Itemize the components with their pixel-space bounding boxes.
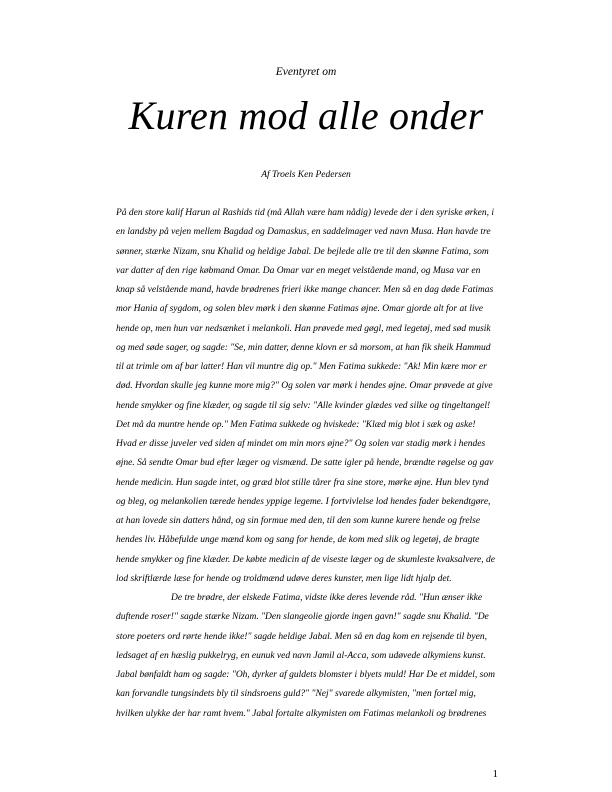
body-line: og bleg, og melankolien tærede hendes yppige legeme. I fortvivlelse lod hendes fader bekendtgøre, [116,496,491,507]
body-line: en landsby på vejen mellem Bagdad og Damaskus, en saddelmager ved navn Musa. Han havde tre [116,227,491,238]
document-title: Kuren mod alle onder [128,93,484,138]
page-number: 1 [492,768,498,780]
body-line: at han lovede sin datters hånd, og sin formue med den, til den som kunne kurere hende og frelse [116,516,481,526]
body-line: Hvad er disse juveler ved siden af mindet om min mors øjne?" Og solen var stadig mørk i hendes [116,439,486,449]
body-line: Jabal bønfaldt ham og sagde: "Oh, dyrker af guldets blomster i blyets muld! Har De et middel, som [116,670,495,680]
document-author: Af Troels Ken Pedersen [261,170,351,180]
body-line: knap så velstående mand, havde brødrenes frieri ikke mange chancer. Men så en dag døde Fatimas [116,285,494,295]
body-line: lod skriftlærde læse for hende og troldmænd udøve deres kunster, men lige lidt hjalp det. [116,573,452,584]
body-line: kan forvandle tungsindets bly til sindsroens guld?" "Nej" svarede alkymisten, "men fortæl mig, [116,689,476,700]
body-line: øjne. Så sendte Omar bud efter læger og vismænd. De satte igler på hende, brændte røgelse og gav [116,458,494,469]
body-line: til at trimle om af bar latter! Han vil muntre dig op." Men Fatima sukkede: "Ak! Min kære mor er [116,362,487,372]
document-subtitle: Eventyret om [275,66,337,78]
body-line: hvilken ulykke der har ramt hvem." Jabal fortalte alkymisten om Fatimas melankoli og brødrenes [116,708,487,719]
body-line: hende medicin. Hun sagde intet, og græd blot stille tårer fra sine store, mørke øjne. Hun blev tynd [116,477,489,488]
body-line: var datter af den rige købmand Omar. Da Omar var en meget velstående mand, og Musa var en [116,265,481,276]
body-line: På den store kalif Harun al Rashids tid (må Allah være ham nådig) levede der i den syriske ørken, i [116,208,495,218]
body-line: ledsaget af en hæslig pukkelryg, en eunuk ved navn Jamil al-Acca, som udøvede alkymiens kunst. [116,650,486,661]
body-line: og med søde sager, og sagde: "Se, min datter, denne klovn er så morsom, at han fik sheik Hammud [116,342,491,353]
body-line: Det må da muntre hende op." Men Fatima sukkede og hviskede: "Klæd mig blot i sæk og aske! [116,419,476,430]
body-line: hende smykker og fine klæder. De købte medicin af de viseste læger og de skumleste kvaksalvere, de [116,554,495,565]
body-line: De tre brødre, der elskede Fatima, vidste ikke deres levende råd. "Hun ænser ikke [171,593,483,603]
body-line: store poeters ord rørte hende ikke!" sagde heldige Jabal. Men så en dag kom en rejsende til byen, [116,631,487,642]
body-line: duftende roser!" sagde stærke Nizam. "Den slangeolie gjorde ingen gavn!" sagde snu Khalid. "De [116,612,489,623]
body-line: hendes liv. Håbefulde unge mænd kom og sang for hende, de kom med slik og legetøj, de bragte [116,535,480,546]
body-line: sønner, stærke Nizam, snu Khalid og heldige Jabal. De bejlede alle tre til den skønne Fatima, som [116,246,489,257]
body-line: død. Hvordan skulle jeg kunne more mig?" Og solen var mørk i hendes øjne. Omar prøvede at give [116,381,493,392]
body-line: hende op, men hun var nedsænket i melankoli. Han prøvede med gøgl, med legetøj, med sød musik [116,323,491,334]
document-body [116,204,500,724]
body-line: mor Hania af sygdom, og solen blev mørk i den skønne Fatimas øjne. Omar gjorde alt for at live [116,304,483,315]
body-line: hende smykker og fine klæder, og sagde til sig selv: "Alle kvinder glædes ved silke og tingeltangel! [116,400,491,411]
